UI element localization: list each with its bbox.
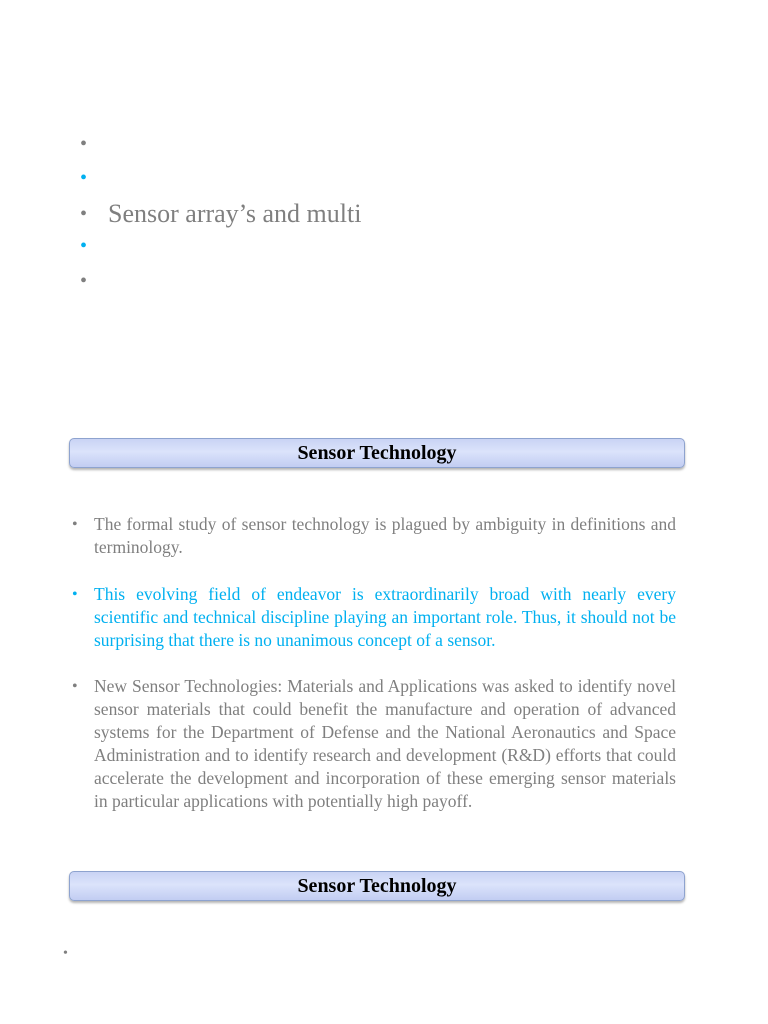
paragraph-3: [72, 675, 676, 813]
bottom-bullet: •: [63, 946, 68, 961]
list-item-text-sensor-array: Sensor array’s and multi: [108, 199, 362, 228]
section-banner-2: [69, 871, 685, 901]
section-title-1: Sensor Technology: [297, 442, 457, 464]
paragraph-text-2: This evolving field of endeavor is extraordinarily broad with nearly every scientific and technical discipline playing an important role. Thus, it should not be surprising that there is no unanimous concept of a sensor.: [94, 584, 676, 650]
list-bullet-3: •: [80, 203, 88, 225]
paragraph-2: [72, 583, 676, 652]
paragraph-bullet-1: •: [72, 516, 78, 533]
paragraph-text-3: New Sensor Technologies: Materials and Applications was asked to identify novel sensor materials that could benefit the manufacture and operation of advanced systems for the Department of Defense and the National Aeronautics and Space Administration and to identify research and development (R&D) efforts that could accelerate the development and incorporation of these emerging sensor materials in particular applications with potentially high payoff.: [94, 676, 676, 811]
list-bullet-1: •: [80, 133, 88, 155]
paragraph-bullet-2: •: [72, 586, 78, 603]
section-title-2: Sensor Technology: [297, 875, 457, 897]
list-bullet-4: •: [80, 235, 88, 257]
paragraph-1: [72, 513, 676, 559]
paragraph-text-1: The formal study of sensor technology is plagued by ambiguity in definitions and terminology.: [94, 514, 676, 557]
list-bullet-2: •: [80, 167, 88, 189]
paragraph-bullet-3: •: [72, 678, 78, 695]
list-bullet-5: •: [80, 270, 88, 292]
section-banner-1: [69, 438, 685, 468]
